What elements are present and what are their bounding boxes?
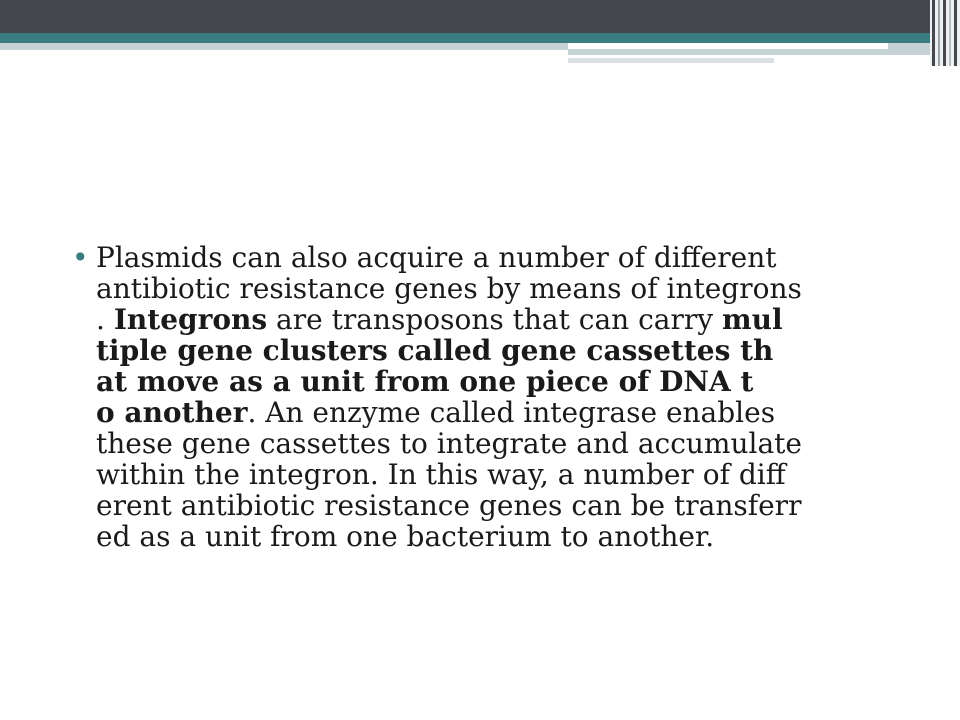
text-line: [96, 397, 912, 428]
text-line: [96, 273, 912, 304]
header-corner-stripe: [943, 0, 946, 66]
text-run: antibiotic resistance genes by means of integrons: [96, 272, 802, 305]
header-corner-stripe: [954, 0, 957, 66]
bold-text: mul: [721, 303, 783, 336]
text-line: [96, 304, 912, 335]
bullet-item: [72, 242, 912, 552]
header-band-light-short: [568, 50, 930, 55]
bullet-dot-icon: •: [72, 241, 89, 274]
text-run: .: [96, 303, 114, 336]
header-corner-stripe: [938, 0, 940, 66]
header-band-notch: [568, 43, 888, 49]
header-band-light-shorter: [568, 58, 774, 63]
text-line: [96, 366, 912, 397]
text-run: . An enzyme called integrase enables: [247, 396, 776, 429]
bold-text: Integrons: [113, 303, 268, 336]
text-line: [96, 335, 912, 366]
text-run: erent antibiotic resistance genes can be transferr: [96, 489, 802, 522]
text-run: Plasmids can also acquire a number of different: [96, 241, 777, 274]
text-line: [96, 428, 912, 459]
header-band-teal: [0, 33, 930, 43]
bold-text: o another: [96, 396, 248, 429]
text-line: [96, 521, 912, 552]
header-corner-stripe: [949, 0, 951, 66]
bold-text: tiple gene clusters called gene cassettes th: [96, 334, 774, 367]
bold-text: at move as a unit from one piece of DNA t: [96, 365, 754, 398]
text-run: are transposons that can carry: [267, 303, 722, 336]
text-run: these gene cassettes to integrate and accumulate: [96, 427, 802, 460]
header-corner-stripe: [932, 0, 935, 66]
text-line: [96, 459, 912, 490]
text-run: within the integron. In this way, a number of diff: [96, 458, 786, 491]
text-line: [96, 490, 912, 521]
text-line: [96, 242, 912, 273]
bullet-paragraph: [96, 242, 912, 552]
slide-content: [72, 242, 912, 552]
header-band-dark: [0, 0, 930, 33]
text-run: ed as a unit from one bacterium to another.: [96, 520, 715, 553]
